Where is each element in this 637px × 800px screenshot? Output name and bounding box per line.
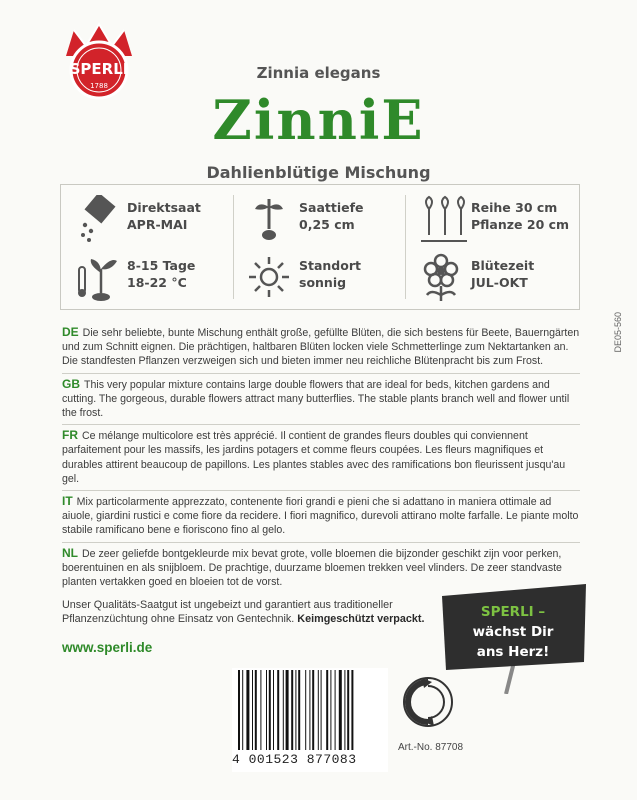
- seed-packet-icon: [75, 195, 119, 245]
- variety-name: Dahlienblütige Mischung: [206, 163, 431, 182]
- spacing-icon: [419, 195, 469, 245]
- product-title: ZinniE: [212, 88, 425, 152]
- description-list: [62, 322, 580, 593]
- website-link[interactable]: www.sperli.de: [62, 640, 153, 655]
- slogan-line-3: ans Herz!: [476, 644, 550, 660]
- info-bloom-time: Blütezeit JUL-OKT: [411, 249, 579, 305]
- product-code: DE05-560: [613, 312, 623, 353]
- description-gb: GB This very popular mixture contains large double flowers that are ideal for beds, kitchen gardens and cutting. The gorgeous, durable flowers attract many butterflies. The stable plants branch well and flower until the frost.: [62, 373, 580, 425]
- info-spacing: Reihe 30 cm Pflanze 20 cm: [411, 191, 579, 247]
- slogan-line-1: SPERLI –: [480, 604, 546, 620]
- description-de: DE Die sehr beliebte, bunte Mischung enthält große, gefüllte Blüten, die sich bestens für Beete, Bauerngärten und zum Schnitt eignen. Die prächtigen, haltbaren Blüten locken viele Schmetterlinge zum Nektartanken an. Die standfesten Pflanzen verzweigen sich und bieten immer neu reichliche Blütenpracht bis zum Frost.: [62, 325, 580, 368]
- sowing-depth-icon: [247, 195, 291, 245]
- barcode-number: 4 001523 877083: [232, 752, 357, 767]
- sowing-info-box: [60, 184, 580, 310]
- germination-icon: [75, 253, 119, 303]
- description-nl: NL De zeer geliefde bontgekleurde mix bevat grote, volle bloemen die bijzonder geschikt zijn voor perken, boerentuinen en als snijbloem. De prachtige, duurzame bloemen trekken veel vlinders. De zeer standvaste planten vertakken goed en bloeien tot de vorst.: [62, 542, 580, 594]
- barcode: [232, 668, 388, 772]
- info-germination: 8-15 Tage 18-22 °C: [67, 249, 235, 305]
- flower-icon: [419, 253, 463, 303]
- info-direct-sowing: Direktsaat APR-MAI: [67, 191, 235, 247]
- svg-text:SPERLI: SPERLI: [69, 60, 129, 78]
- description-it: IT Mix particolarmente apprezzato, contenente fiori grandi e pieni che si adattano in maniera ottimale ad aiuole, giardini rustici e come fiore da recidere. I fiori magnifico, durevoli attirano molte farfalle. Le piante molto stabile ramificano bene e fioriscono fino al gelo.: [62, 490, 580, 542]
- slogan-sign: [436, 582, 590, 694]
- svg-text:1788: 1788: [90, 82, 108, 90]
- green-dot-recycle-icon: [402, 676, 454, 728]
- quality-statement: Unser Qualitäts-Saatgut ist ungebeizt und garantiert aus traditioneller Pflanzenzüchtung ohne Einsatz von Gentechnik. Keimgeschützt verpackt.: [62, 599, 425, 625]
- info-location: Standort sonnig: [239, 249, 407, 305]
- article-number: Art.-No. 87708: [398, 742, 464, 753]
- info-sowing-depth: Saattiefe 0,25 cm: [239, 191, 407, 247]
- slogan-line-2: wächst Dir: [472, 624, 554, 640]
- sun-icon: [247, 253, 291, 303]
- description-fr: FR Ce mélange multicolore est très apprécié. Il contient de grandes fleurs doubles qui conviennent parfaitement pour les massifs, les jardins potagers et comme fleurs coupées. Les fleurs magnifiques et durables attirent beaucoup de papillons. Les plantes stables avec des ramifications bon fleurissent jusqu'au gel.: [62, 424, 580, 490]
- species-name: Zinnia elegans: [256, 64, 381, 82]
